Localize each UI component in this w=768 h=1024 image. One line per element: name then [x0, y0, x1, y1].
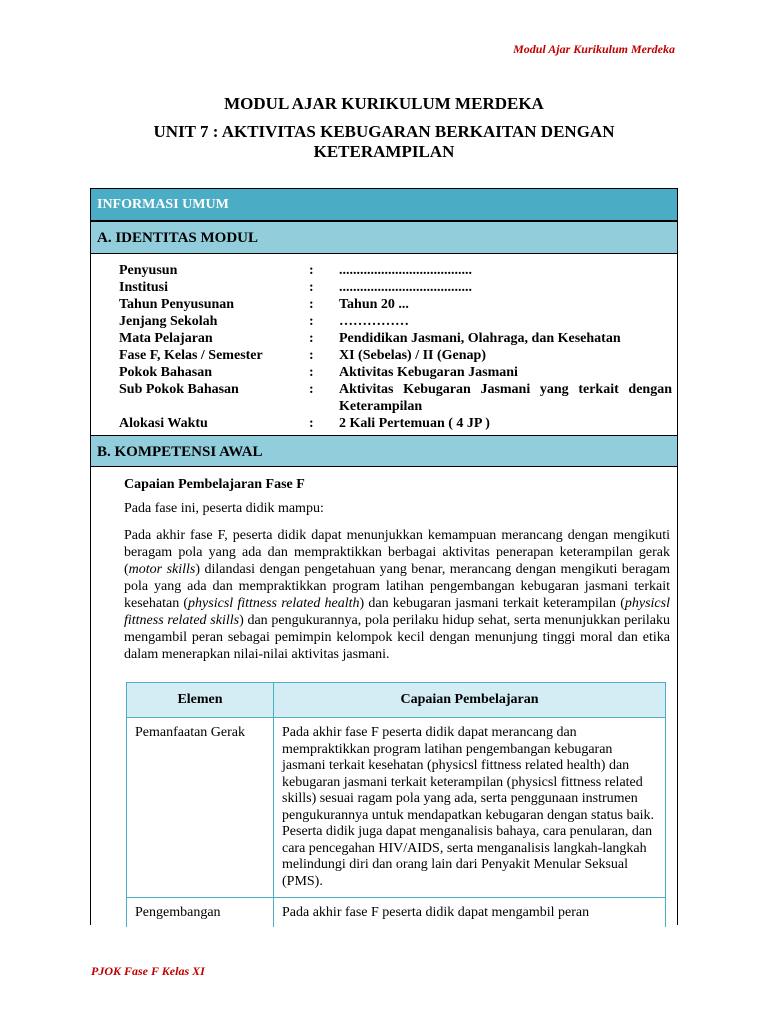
identitas-row [119, 364, 672, 381]
identitas-sep: : [309, 348, 314, 363]
identitas-sep: : [309, 297, 314, 312]
identitas-key: Tahun Penyusunan [119, 297, 235, 312]
unit-title-line2: KETERAMPILAN [313, 142, 455, 161]
identitas-row [119, 279, 672, 296]
identitas-value: ...................................... [339, 280, 472, 295]
identitas-modul-heading: A. IDENTITAS MODUL [91, 221, 677, 254]
identitas-sep: : [309, 280, 314, 295]
capaian-subheading: Capaian Pembelajaran Fase F [124, 477, 305, 492]
identitas-key: Penyusun [119, 263, 178, 278]
identitas-row [119, 313, 672, 330]
elemen-cell: Pemanfaatan Gerak [127, 718, 274, 898]
identitas-key: Fase F, Kelas / Semester [119, 348, 263, 363]
identitas-sep: : [309, 314, 314, 329]
table-header-row [127, 683, 666, 718]
identitas-row [119, 296, 672, 313]
capaian-intro: Pada fase ini, peserta didik mampu: [124, 501, 324, 516]
identitas-row [119, 347, 672, 364]
identitas-sep: : [309, 331, 314, 346]
document-title: MODUL AJAR KURIKULUM MERDEKA [224, 94, 544, 113]
identitas-value: Aktivitas Kebugaran Jasmani [339, 365, 518, 380]
column-header-capaian: Capaian Pembelajaran [274, 683, 666, 718]
identitas-list [119, 262, 672, 432]
capaian-cell: Pada akhir fase F peserta didik dapat mengambil peran [274, 898, 666, 928]
identitas-key: Sub Pokok Bahasan [119, 382, 239, 397]
identitas-key: Jenjang Sekolah [119, 314, 218, 329]
module-info-box [90, 188, 678, 925]
identitas-sep: : [309, 416, 314, 431]
identitas-row [119, 415, 672, 432]
identitas-sep: : [309, 365, 314, 380]
identitas-key: Alokasi Waktu [119, 416, 208, 431]
identitas-sep: : [309, 382, 314, 397]
identitas-value: Aktivitas Kebugaran Jasmani yang terkait dengan Keterampilan [339, 382, 672, 414]
identitas-row [119, 262, 672, 279]
kompetensi-awal-heading: B. KOMPETENSI AWAL [91, 435, 677, 467]
capaian-paragraph: Pada akhir fase F, peserta didik dapat menunjukkan kemampuan merancang dengan mengikuti beragam pola yang ada dan mempraktikkan berbagai aktivitas penerapan keterampilan gerak (motor skills) dilandasi dengan pengetahuan yang benar, merancang dengan mengikuti beragam pola yang ada dan mempraktikkan program latihan pengembangan kebugaran jasmani terkait kesehatan (physicsl fittness related health) dan kebugaran jasmani terkait keterampilan (physicsl fittness related skills) dan pengukurannya, pola perilaku hidup sehat, serta menunjukkan perilaku mengambil peran sebagai pemimpin kelompok kecil dengan menunjung tinggi moral dan etika dalam menerapkan nilai-nilai aktivitas jasmani. [124, 528, 670, 662]
identitas-row [119, 381, 672, 415]
kompetensi-section [124, 472, 670, 663]
running-header: Modul Ajar Kurikulum Merdeka [513, 42, 675, 56]
informasi-umum-band: INFORMASI UMUM [91, 189, 677, 221]
capaian-cell: Pada akhir fase F peserta didik dapat merancang dan mempraktikkan program latihan pengembangan kebugaran jasmani terkait kesehatan (physicsl fittness related health) dan kebugaran jasmani terkait keterampilan (physicsl fittness related skills) sesuai ragam pola yang ada, serta penggunaan instrumen pengukurannya untuk mendapatkan kebugaran dengan status baik. Peserta didik juga dapat menganalisis bahaya, cara penularan, dan cara pencegahan HIV/AIDS, serta menganalisis langkah-langkah melindungi diri dan orang lain dari Penyakit Menular Seksual (PMS). [274, 718, 666, 898]
elemen-cell: Pengembangan [127, 898, 274, 928]
identitas-key: Pokok Bahasan [119, 365, 212, 380]
column-header-elemen: Elemen [127, 683, 274, 718]
running-footer: PJOK Fase F Kelas XI [91, 964, 205, 978]
identitas-value: ...................................... [339, 263, 472, 278]
table-row [127, 718, 666, 898]
identitas-value: XI (Sebelas) / II (Genap) [339, 348, 487, 363]
identitas-key: Institusi [119, 280, 169, 295]
identitas-value: 2 Kali Pertemuan ( 4 JP ) [339, 416, 490, 431]
unit-title [0, 122, 768, 162]
capaian-table [126, 682, 666, 927]
identitas-key: Mata Pelajaran [119, 331, 213, 346]
table-row [127, 898, 666, 928]
identitas-value: Tahun 20 ... [339, 297, 409, 312]
identitas-value: …………… [339, 314, 409, 329]
unit-title-line1: UNIT 7 : AKTIVITAS KEBUGARAN BERKAITAN DENGAN [153, 122, 615, 141]
identitas-row [119, 330, 672, 347]
identitas-value: Pendidikan Jasmani, Olahraga, dan Kesehatan [339, 331, 621, 346]
identitas-sep: : [309, 263, 314, 278]
